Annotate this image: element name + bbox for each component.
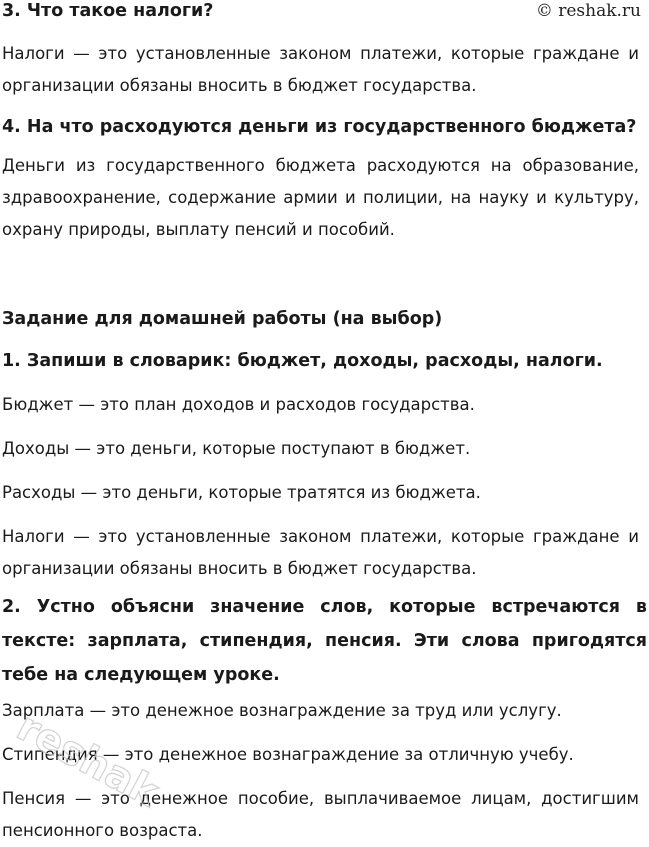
question-3-answer: Налоги — это установленные законом платежи, которые граждане и организации обязаны вносить в бюджет государства. [2, 44, 639, 95]
definition-budget: Бюджет — это план доходов и расходов государства. [2, 395, 475, 414]
question-3 [2, 0, 602, 28]
homework-title-block [2, 302, 602, 336]
copyright-label: © reshak.ru [535, 1, 641, 21]
definition-stipend: Стипендия — это денежное вознаграждение за отличную учебу. [2, 745, 574, 764]
definition-salary: Зарплата — это денежное вознаграждение за труд или услугу. [2, 701, 562, 720]
task-1-heading-block [2, 344, 647, 378]
question-4-answer-block [2, 150, 639, 246]
question-4-heading: 4. На что расходуются деньги из государственного бюджета? [2, 117, 637, 137]
definition-expenses: Расходы — это деньги, которые тратятся из бюджета. [2, 483, 481, 502]
task-2-answers [2, 695, 639, 847]
question-4 [2, 110, 647, 144]
question-4-answer: Деньги из государственного бюджета расходуются на образование, здравоохранение, содержание армии и полиции, на науку и культуру, охрану природы, выплату пенсий и пособий. [2, 156, 639, 239]
homework-title: Задание для домашней работы (на выбор) [2, 309, 443, 329]
question-3-answer-block [2, 38, 639, 102]
definition-pension: Пенсия — это денежное пособие, выплачиваемое лицам, достигшим пенсионного возраста. [2, 789, 639, 840]
task-2-heading-block [2, 590, 647, 692]
question-3-heading: 3. Что такое налоги? [2, 1, 214, 21]
definition-taxes: Налоги — это установленные законом платежи, которые граждане и организации обязаны вносить в бюджет государства. [2, 527, 639, 578]
task-1-heading: 1. Запиши в словарик: бюджет, доходы, расходы, налоги. [2, 351, 603, 371]
definition-income: Доходы — это деньги, которые поступают в бюджет. [2, 439, 471, 458]
task-2-heading: 2. Устно объясни значение слов, которые встречаются в тексте: зарплата, стипендия, пенсия. Эти слова пригодятся тебе на следующем уроке. [2, 597, 647, 685]
task-1-answers [2, 389, 639, 585]
svg-text:reshak: reshak [9, 703, 166, 817]
